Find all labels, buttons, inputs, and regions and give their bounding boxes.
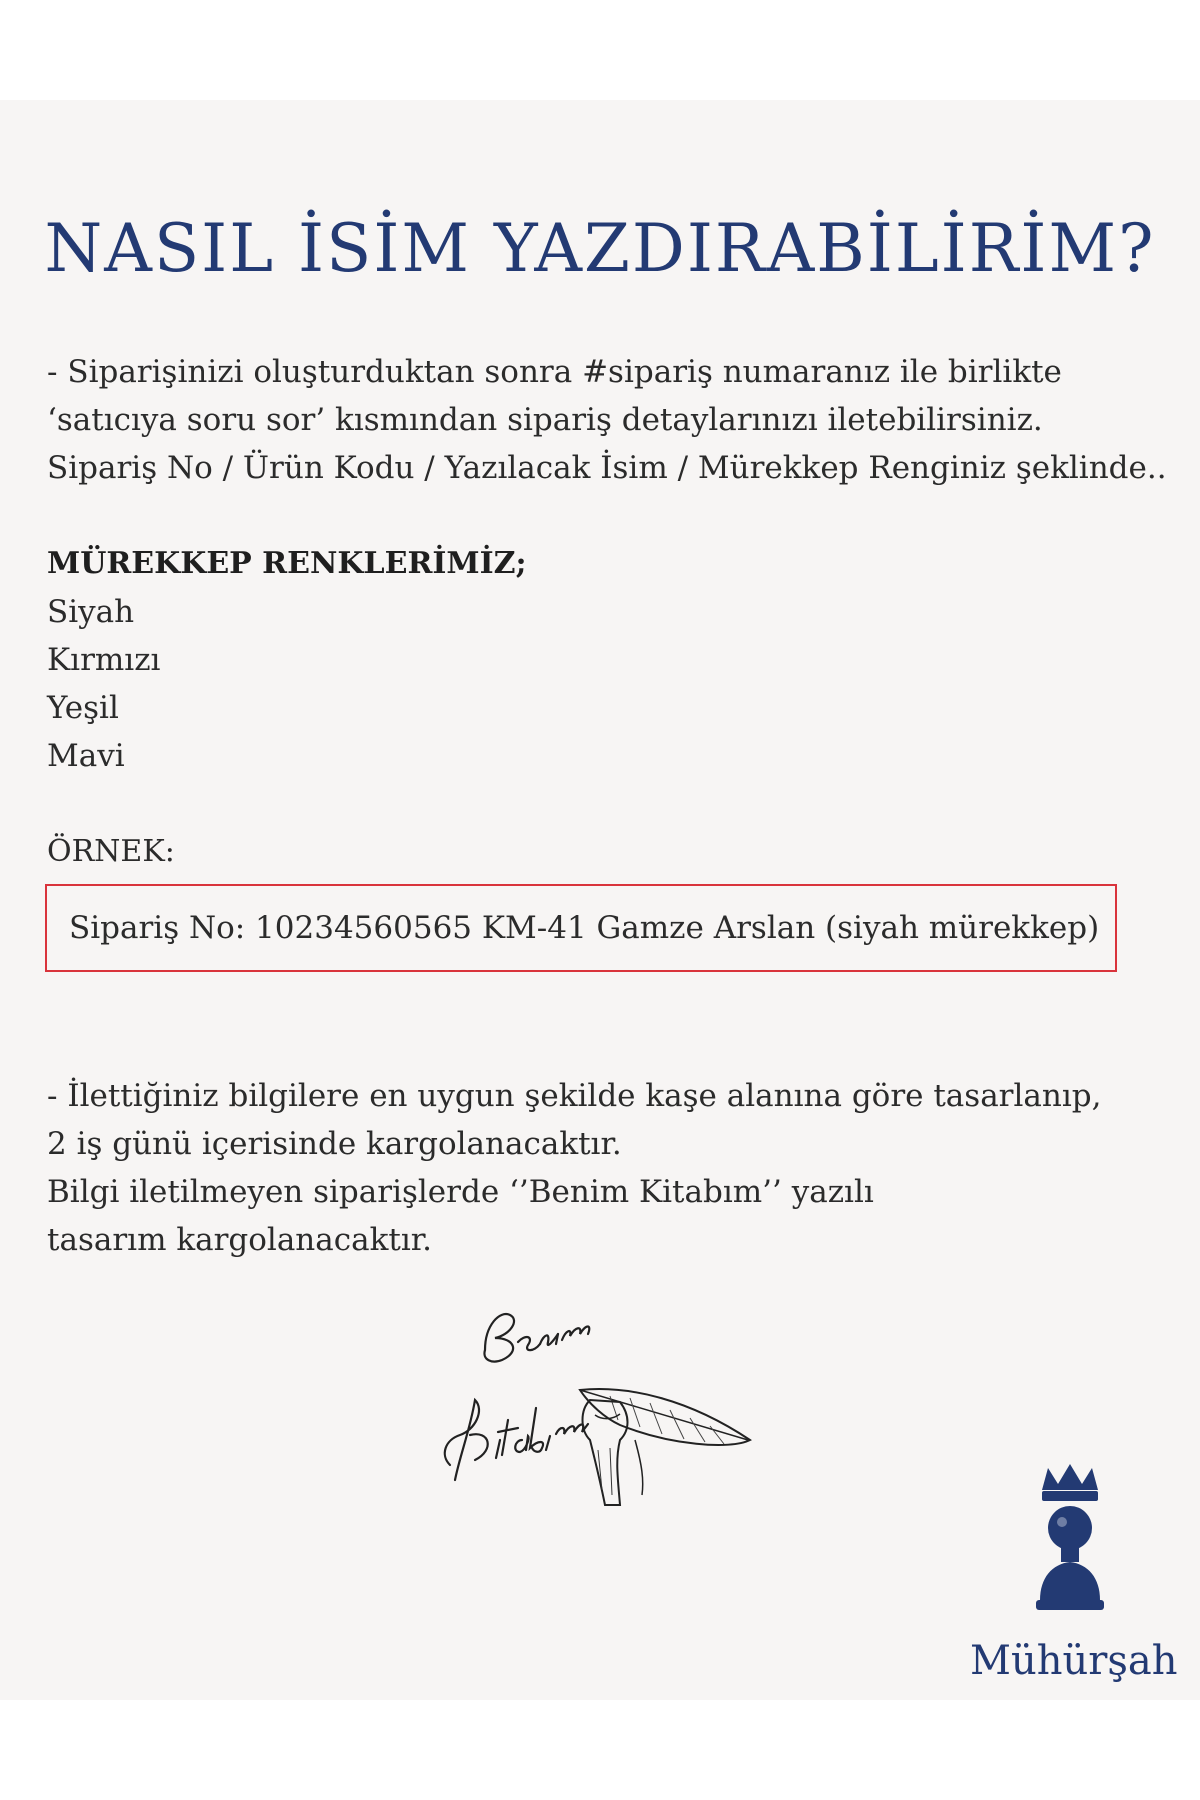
outro-line: tasarım kargolanacaktır. (47, 1222, 433, 1258)
outro-line: Bilgi iletilmeyen siparişlerde ‘’Benim Kitabım’’ yazılı (47, 1174, 874, 1210)
ink-colors-heading: MÜREKKEP RENKLERİMİZ; (47, 546, 527, 581)
outro-paragraph (47, 1072, 1101, 1264)
crowned-seal-stamp-icon (970, 1460, 1170, 1635)
ink-colors-list (47, 588, 160, 780)
signature-illustration (430, 1290, 790, 1530)
ink-color-item: Kırmızı (47, 642, 161, 678)
page-title: NASIL İSİM YAZDIRABİLİRİM? (44, 210, 1156, 287)
example-label: ÖRNEK: (47, 834, 175, 869)
hand-with-quill-icon (580, 1389, 750, 1505)
brand-name: Mühürşah (970, 1638, 1178, 1684)
ink-color-item: Siyah (47, 594, 135, 630)
outro-line: 2 iş günü içerisinde kargolanacaktır. (47, 1126, 622, 1162)
ink-color-item: Yeşil (47, 690, 119, 726)
outro-line: - İlettiğiniz bilgilere en uygun şekilde kaşe alanına göre tasarlanıp, (47, 1078, 1102, 1114)
example-text: Sipariş No: 10234560565 KM-41 Gamze Arslan (siyah mürekkep) (69, 910, 1100, 946)
intro-line: ‘satıcıya soru sor’ kısmından sipariş detaylarınızı iletebilirsiniz. (47, 402, 1043, 438)
intro-line: - Siparişinizi oluşturduktan sonra #sipariş numaranız ile birlikte (47, 354, 1062, 390)
ink-color-item: Mavi (47, 738, 125, 774)
info-card (0, 100, 1200, 1700)
intro-line: Sipariş No / Ürün Kodu / Yazılacak İsim / Mürekkep Renginiz şeklinde.. (47, 450, 1167, 486)
brand-logo (970, 1460, 1178, 1700)
benim-kitabim-lettering (445, 1314, 589, 1480)
example-box (45, 884, 1117, 972)
intro-paragraph (47, 348, 1167, 492)
